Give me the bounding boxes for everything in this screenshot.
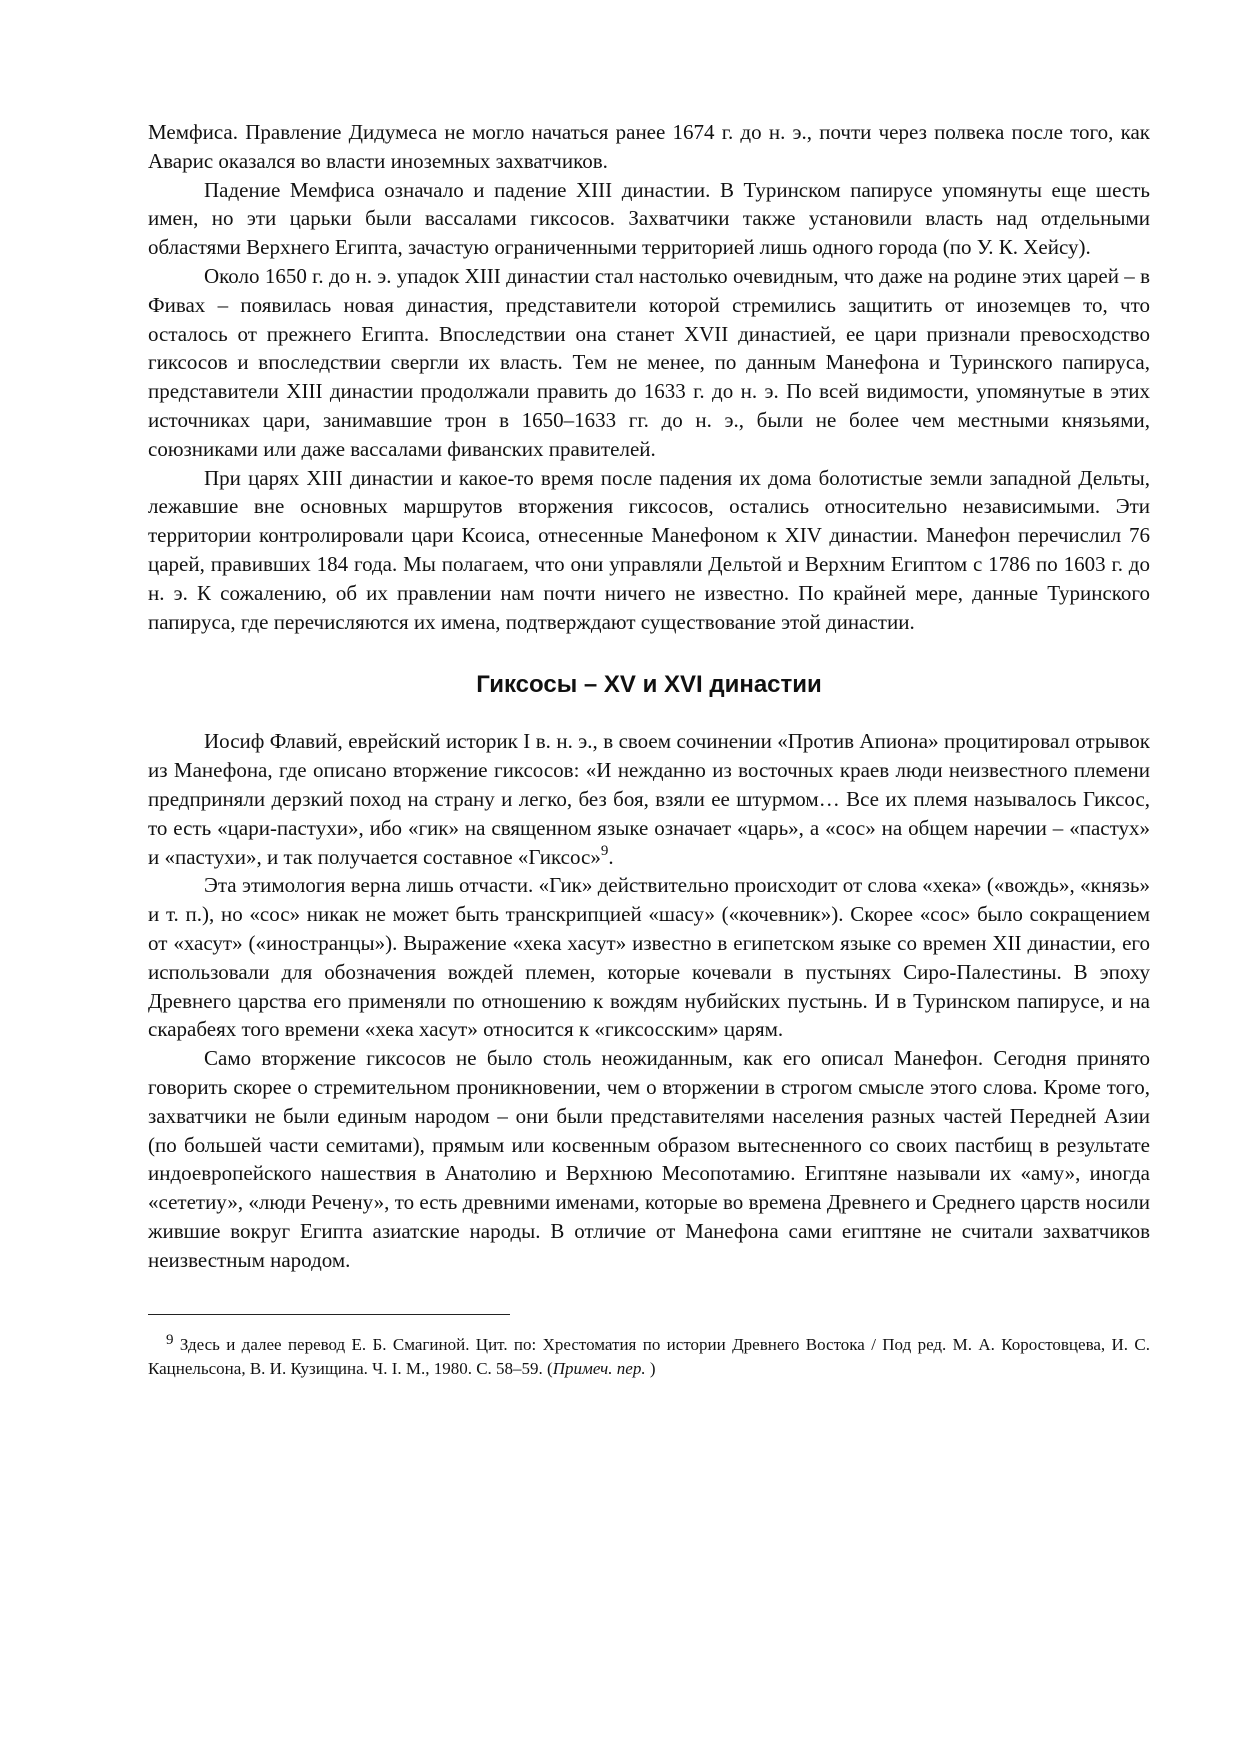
paragraph: Эта этимология верна лишь отчасти. «Гик» действительно происходит от слова «хека» («вождь», «князь» и т. п.), но «сос» никак не может быть транскрипцией «шасу» («кочевник»). Скорее «сос» было сокращением от «хасут» («иностранцы»). Выражение «хека хасут» известно в египетском языке со времен XII династии, его использовали для обозначения вождей племен, которые кочевали в пустынях Сиро-Палестины. В эпоху Древнего царства его применяли по отношению к вождям нубийских пустынь. И в Туринском папирусе, и на скарабеях того времени «хека хасут» относится к «гиксосским» царям. <box>148 873 1150 1042</box>
footnote <box>148 1333 1150 1381</box>
document-page <box>148 118 1150 1381</box>
footnote-note: Примеч. пер. <box>552 1359 646 1379</box>
section-heading: Гиксосы – XV и XVI династии <box>476 671 822 699</box>
footnote-number: 9 <box>166 1332 174 1349</box>
paragraph: При царях XIII династии и какое-то время после падения их дома болотистые земли западной Дельты, лежавшие вне основных маршрутов вторжения гиксосов, остались относительно независимыми. Эти территории контролировали цари Ксоиса, отнесенные Манефоном к XIV династии. Манефон перечислил 76 царей, правивших 184 года. Мы полагаем, что они управляли Дельтой и Верхним Египтом с 1786 по 1603 г. до н. э. К сожалению, об их правлении нам почти ничего не известно. По крайней мере, данные Туринского папируса, где перечисляются их имена, подтверждают существование этой династии. <box>148 465 1150 634</box>
paragraph-with-footnote-ref <box>148 727 1150 871</box>
quote-paragraph-text: Иосиф Флавий, еврейский историк I в. н. э., в своем сочинении «Против Апиона» процитировал отрывок из Манефона, где описано вторжение гиксосов: «И нежданно из восточных краев люди неизвестного племени предприняли дерзкий поход на страну и легко, без боя, взяли ее штурмом… Все их племя называлось Гиксос, то есть «цари-пастухи», ибо «гик» на священном языке означает «царь», а «сос» на общем наречии – «пастух» и «пастухи», и так получается составное «Гиксос» <box>148 729 1150 869</box>
paragraph: Само вторжение гиксосов не было столь неожиданным, как его описал Манефон. Сегодня принято говорить скорее о стремительном проникновении, чем о вторжении в строгом смысле этого слова. Кроме того, захватчики не были единым народом – они были представителями населения разных частей Передней Азии (по большей части семитами), прямым или косвенным образом вытесненного со своих пастбищ в результате индоевропейского нашествия в Анатолию и Верхнюю Месопотамию. Египтяне называли их «аму», иногда «сететиу», «люди Речену», то есть древними именами, которые во времена Древнего и Среднего царств носили жившие вокруг Египта азиатские народы. В отличие от Манефона сами египтяне не считали захватчиков неизвестным народом. <box>148 1046 1150 1272</box>
paragraph: Мемфиса. Правление Дидумеса не могло начаться ранее 1674 г. до н. э., почти через полвека после того, как Аварис оказался во власти иноземных захватчиков. <box>148 120 1150 173</box>
quote-paragraph-end: . <box>608 844 614 869</box>
paragraph: Падение Мемфиса означало и падение XIII династии. В Туринском папирусе упомянуты еще шесть имен, но эти царьки были вассалами гиксосов. Захватчики также установили власть над отдельными областями Верхнего Египта, зачастую ограниченными территорией лишь одного города (по У. К. Хейсу). <box>148 177 1150 260</box>
footnote-text: Здесь и далее перевод Е. Б. Смагиной. Цит. по: Хрестоматия по истории Древнего Востока / Под ред. М. А. Коростовцева, И. С. Кацнельсона, В. И. Кузищина. Ч. I. М., 1980. С. 58–59. ( <box>148 1335 1150 1379</box>
footnote-close: ) <box>645 1359 656 1379</box>
footnote-divider <box>148 1314 510 1315</box>
footnote-reference[interactable]: 9 <box>600 842 609 859</box>
paragraph: Около 1650 г. до н. э. упадок XIII династии стал настолько очевидным, что даже на родине этих царей – в Фивах – появилась новая династия, представители которой стремились защитить от иноземцев то, что осталось от прежнего Египта. Впоследствии она станет XVII династией, ее цари признали превосходство гиксосов и впоследствии свергли их власть. Тем не менее, по данным Манефона и Туринского папируса, представители XIII династии продолжали править до 1633 г. до н. э. По всей видимости, упомянутые в этих источниках цари, занимавшие трон в 1650–1633 гг. до н. э., были не более чем местными князьями, союзниками или даже вассалами фиванских правителей. <box>148 263 1150 461</box>
